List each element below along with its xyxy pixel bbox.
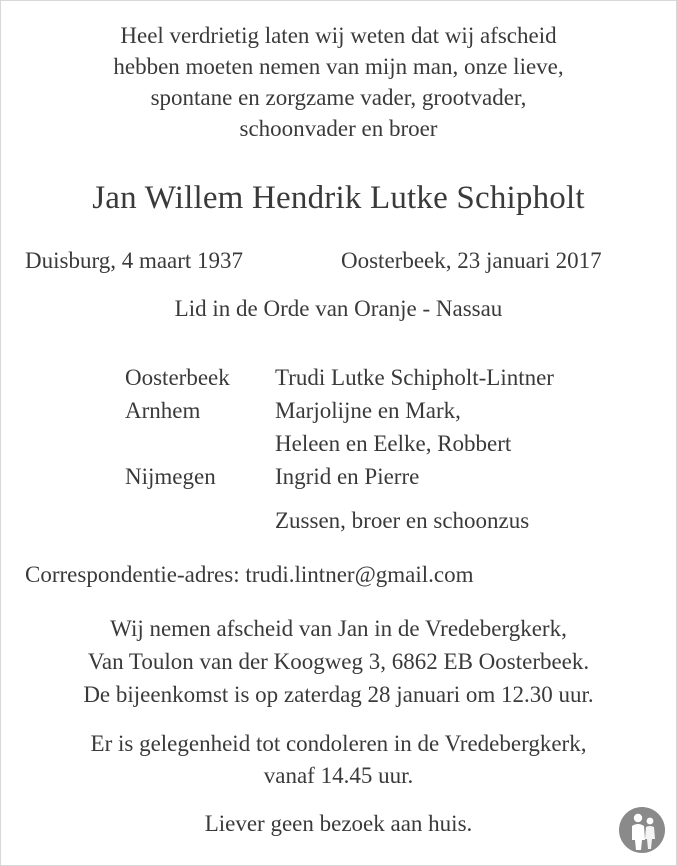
intro-line: spontane en zorgzame vader, grootvader, [150, 85, 527, 110]
service-line: Wij nemen afscheid van Jan in de Vredebergkerk, [110, 616, 567, 641]
family-row [125, 394, 554, 460]
birth-date: Duisburg, 4 maart 1937 [25, 248, 244, 273]
honor-line: Lid in de Orde van Oranje - Nassau [174, 296, 503, 321]
intro-line: hebben moeten nemen van mijn man, onze lieve, [113, 54, 564, 79]
family-row [125, 361, 554, 394]
no-home-visit: Liever geen bezoek aan huis. [204, 811, 473, 836]
service-line: De bijeenkomst is op zaterdag 28 januari om 12.30 uur. [83, 682, 594, 707]
family-place: Oosterbeek [125, 365, 230, 390]
family-name-line: Ingrid en Pierre [275, 464, 420, 489]
family-name-line: Heleen en Eelke, Robbert [275, 431, 512, 456]
condolence-info [0, 728, 677, 792]
family-row [125, 460, 554, 493]
intro-line: schoonvader en broer [239, 116, 438, 141]
family-names [275, 460, 419, 493]
death-date: Oosterbeek, 23 januari 2017 [341, 248, 602, 273]
family-place: Arnhem [125, 398, 201, 423]
condolence-line: Er is gelegenheid tot condoleren in de Vredebergkerk, [90, 731, 587, 756]
correspondence-address: Correspondentie-adres: trudi.lintner@gmail.com [25, 562, 474, 587]
family-names [275, 361, 554, 394]
family-name-line: Marjolijne en Mark, [275, 398, 461, 423]
family-names [275, 394, 511, 460]
mourning-figures-icon [618, 806, 666, 854]
deceased-name: Jan Willem Hendrik Lutke Schipholt [92, 180, 585, 216]
siblings-line: Zussen, broer en schoonzus [275, 508, 530, 533]
family-list [125, 361, 554, 493]
intro-text [0, 20, 677, 144]
service-line: Van Toulon van der Koogweg 3, 6862 EB Oosterbeek. [87, 649, 590, 674]
family-place: Nijmegen [125, 464, 216, 489]
service-info [0, 612, 677, 711]
condolence-line: vanaf 14.45 uur. [263, 763, 414, 788]
family-name-line: Trudi Lutke Schipholt-Lintner [275, 365, 554, 390]
intro-line: Heel verdrietig laten wij weten dat wij afscheid [120, 23, 557, 48]
